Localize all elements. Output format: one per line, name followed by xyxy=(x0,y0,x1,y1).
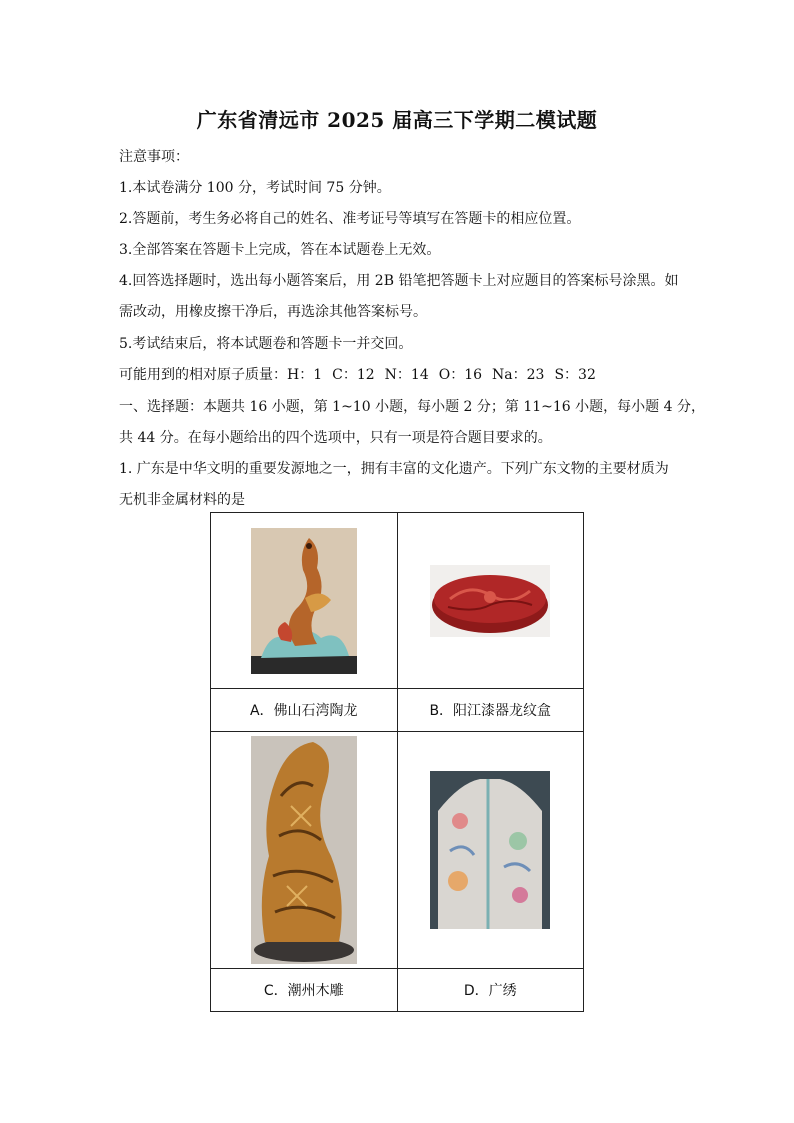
notice-item: 4.回答选择题时，选出每小题答案后，用 2B 铅笔把答题卡上对应题目的答案标号涂黑。如 xyxy=(119,273,679,289)
option-a-image-cell xyxy=(211,513,398,689)
option-d-caption: D．广绣 xyxy=(397,969,584,1012)
option-c-caption: C．潮州木雕 xyxy=(211,969,398,1012)
options-table xyxy=(210,512,584,1012)
notice-item: 1.本试卷满分 100 分，考试时间 75 分钟。 xyxy=(119,180,391,196)
atomic-mass-item: O：16 xyxy=(438,367,483,383)
atomic-mass-item: S：32 xyxy=(554,367,596,383)
atomic-mass-label: 可能用到的相对原子质量： xyxy=(119,367,287,383)
option-c-image-cell xyxy=(211,732,398,969)
option-d-image-cell xyxy=(397,732,584,969)
notice-item: 2.答题前，考生务必将自己的姓名、准考证号等填写在答题卡的相应位置。 xyxy=(119,211,581,227)
option-a-caption: A．佛山石湾陶龙 xyxy=(211,689,398,732)
option-b-image-cell xyxy=(397,513,584,689)
atomic-mass-line xyxy=(119,364,596,384)
notice-item: 3.全部答案在答题卡上完成，答在本试题卷上无效。 xyxy=(119,242,441,258)
question-stem-cont: 无机非金属材料的是 xyxy=(119,492,245,508)
question-stem: 1. 广东是中华文明的重要发源地之一，拥有丰富的文化遗产。下列广东文物的主要材质为 xyxy=(119,461,669,477)
page-title: 广东省清远市 2025 届高三下学期二模试题 xyxy=(196,108,598,132)
option-b-caption: B．阳江漆器龙纹盒 xyxy=(397,689,584,732)
atomic-mass-item: N：14 xyxy=(384,367,429,383)
atomic-mass-item: Na：23 xyxy=(492,367,545,383)
notice-item: 5.考试结束后，将本试题卷和答题卡一并交回。 xyxy=(119,336,413,352)
embroidered-jacket-icon xyxy=(430,771,550,929)
section-heading-cont: 共 44 分。在每小题给出的四个选项中，只有一项是符合题目要求的。 xyxy=(119,430,552,446)
lacquer-box-icon xyxy=(430,565,550,637)
notice-item: 需改动，用橡皮擦干净后，再选涂其他答案标号。 xyxy=(119,304,427,320)
notice-heading: 注意事项： xyxy=(119,149,189,165)
atomic-mass-item: H：1 xyxy=(287,367,323,383)
ceramic-dragon-icon xyxy=(251,528,357,674)
section-heading: 一、选择题：本题共 16 小题，第 1~10 小题，每小题 2 分；第 11~16 小题，每小题 4 分， xyxy=(119,399,705,415)
atomic-mass-item: C：12 xyxy=(332,367,375,383)
wood-carving-icon xyxy=(251,736,357,964)
